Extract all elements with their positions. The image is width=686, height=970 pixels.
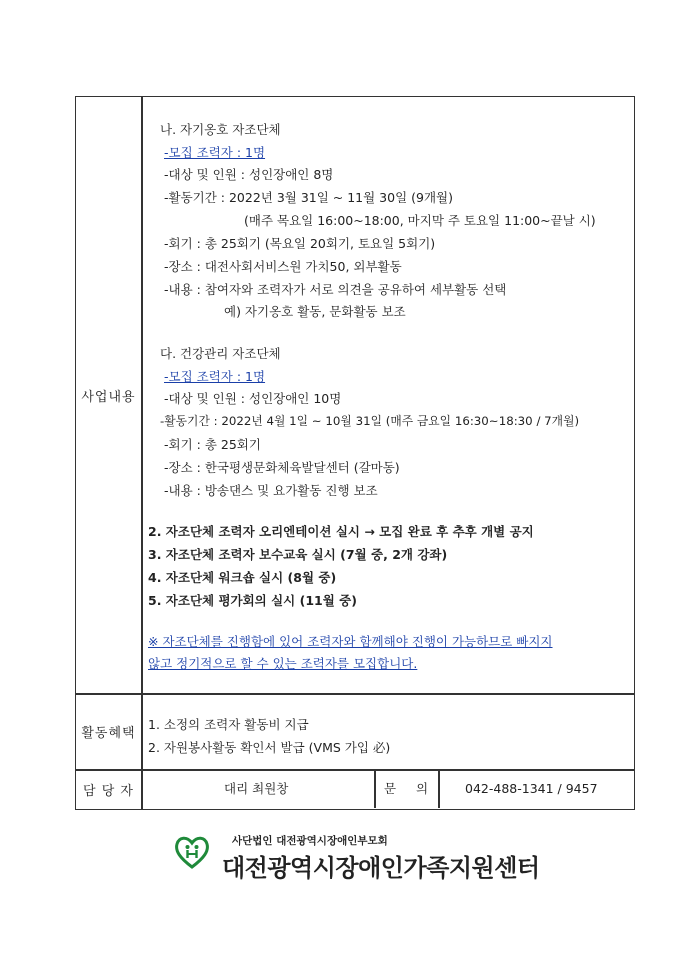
- section-da-title: 다. 건강관리 자조단체: [160, 346, 281, 361]
- inquiry-label-divider: [438, 770, 440, 808]
- org-subtitle: 사단법인 대전광역시장애인부모회: [232, 835, 388, 847]
- label-business: 사업내용: [81, 389, 136, 405]
- benefit-item-1: 1. 소정의 조력자 활동비 지급: [148, 717, 309, 732]
- benefit-item-2: 2. 자원봉사활동 확인서 발급 (VMS 가입 必): [148, 740, 391, 755]
- notice-line-2: 않고 정기적으로 할 수 있는 조력자를 모집합니다.: [148, 656, 418, 671]
- phone-number: 042-488-1341 / 9457: [465, 781, 598, 796]
- program-table: [75, 96, 635, 810]
- label-manager: 담 당 자: [83, 783, 134, 799]
- notice-line-1: ※ 자조단체를 진행함에 있어 조력자와 함께해야 진행이 가능하므로 빠지지: [148, 634, 553, 649]
- section-na-content-example: 예) 자기옹호 활동, 문화활동 보조: [224, 304, 406, 319]
- section-da-place: -장소 : 한국평생문화체육발달센터 (갈마동): [164, 460, 400, 475]
- section-da-sessions: -회기 : 총 25회기: [164, 437, 261, 452]
- section-na-target: -대상 및 인원 : 성인장애인 8명: [164, 167, 334, 182]
- section-na-title: 나. 자기옹호 자조단체: [160, 122, 281, 137]
- label-column-divider: [141, 97, 143, 809]
- manager-name: 대리 최원창: [224, 781, 289, 796]
- section-na-period-detail: (매주 목요일 16:00~18:00, 마지막 주 토요일 11:00~끝날 시): [244, 213, 596, 228]
- row-divider-benefit: [76, 693, 634, 695]
- section-na-sessions: -회기 : 총 25회기 (목요일 20회기, 토요일 5회기): [164, 236, 436, 251]
- numbered-item-2: 2. 자조단체 조력자 오리엔테이션 실시 → 모집 완료 후 추후 개별 공지: [148, 524, 534, 539]
- section-na-content: -내용 : 참여자와 조력자가 서로 의견을 공유하여 세부활동 선택: [164, 282, 507, 297]
- manager-name-divider: [374, 770, 376, 808]
- section-da-content: -내용 : 방송댄스 및 요가활동 진행 보조: [164, 483, 378, 498]
- section-na-place: -장소 : 대전사회서비스원 가치50, 외부활동: [164, 259, 402, 274]
- row-divider-manager: [76, 769, 634, 771]
- heart-logo-icon: [174, 834, 210, 870]
- section-da-target: -대상 및 인원 : 성인장애인 10명: [164, 391, 342, 406]
- section-da-recruit: -모집 조력자 : 1명: [164, 369, 266, 384]
- numbered-item-5: 5. 자조단체 평가회의 실시 (11월 중): [148, 593, 357, 608]
- inquiry-label: 문 의: [384, 781, 437, 796]
- section-na-period: -활동기간 : 2022년 3월 31일 ~ 11월 30일 (9개월): [164, 190, 453, 205]
- numbered-item-3: 3. 자조단체 조력자 보수교육 실시 (7월 중, 2개 강좌): [148, 547, 448, 562]
- org-name: 대전광역시장애인가족지원센터: [222, 854, 540, 882]
- label-benefit: 활동혜택: [81, 726, 136, 741]
- section-da-period: -활동기간 : 2022년 4월 1일 ~ 10월 31일 (매주 금요일 16:30~18:30 / 7개월): [160, 414, 580, 428]
- numbered-item-4: 4. 자조단체 워크숍 실시 (8월 중): [148, 570, 337, 585]
- section-na-recruit: -모집 조력자 : 1명: [164, 145, 266, 160]
